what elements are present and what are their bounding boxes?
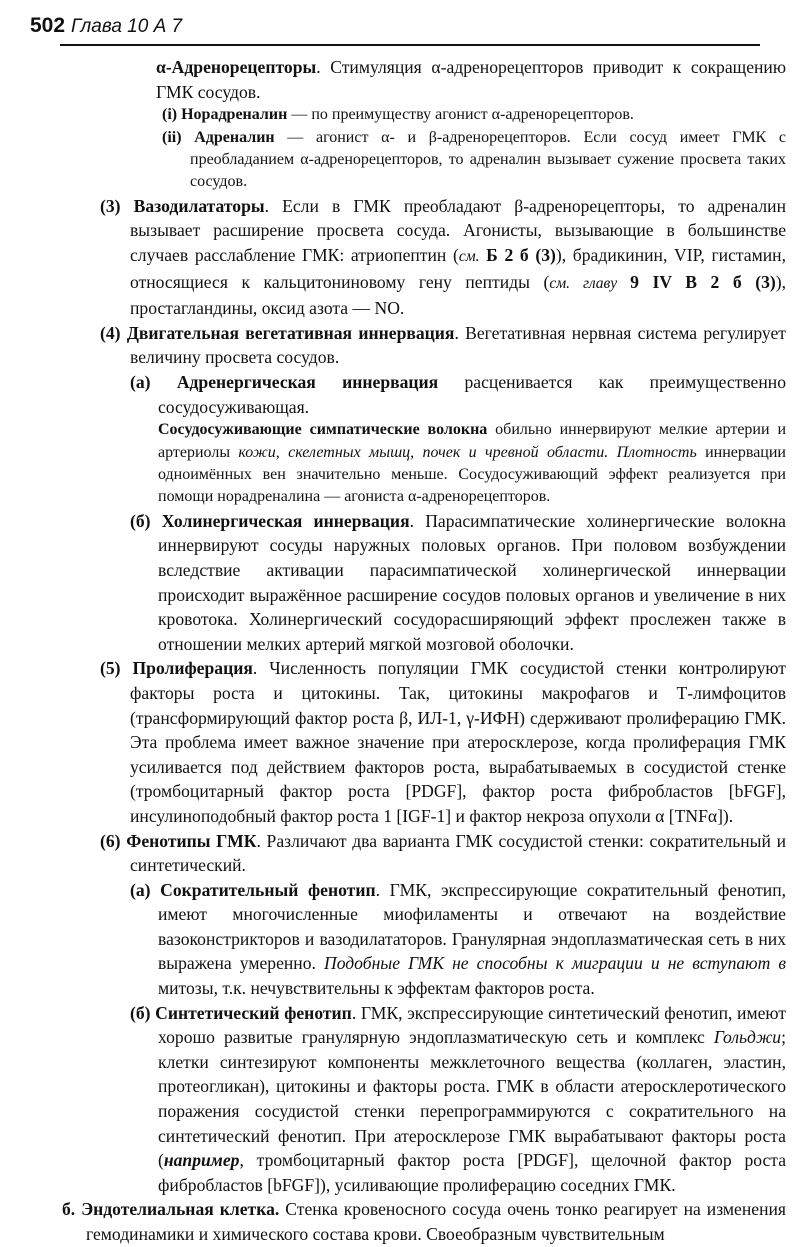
item-6-text: . Различают два варианта ГМК сосудистой стенки: сократительный и синтетический. (130, 830, 786, 876)
item-4a-sub-title: Сосудосуживающие симпатические волокна (158, 421, 488, 439)
item-3-ref1a: см. (458, 248, 480, 265)
item-6-title: Фенотипы ГМК (126, 830, 257, 851)
item-6a-label: (а) (130, 879, 161, 900)
page-number: 502 (30, 14, 66, 37)
item-6a-title: Сократительный фенотип (160, 879, 376, 900)
page-body (62, 55, 787, 1247)
item-4b-text: . Парасимпатические холинергические волокна иннервируют сосуды наружных половых органов. При половом возбуждении вследствие активации парасимпатической холинергической иннервации происходит выражённое расширение сосудов половых органов и увеличение в них кровотока. Холинергический сосудорасширяющий эффект прослежен также в отношении мелких артерий мягкой мозговой оболочки. (158, 510, 786, 654)
item-5-title: Пролиферация (132, 658, 253, 679)
item-6b-text2: ; клетки синтезируют компоненты межклеточного вещества (коллаген, эластин, протеогликан), цитокины и факторы роста. ГМК в области атеросклеротического поражения сосудистой стенки перепрограммируются с сократительного на синтетический фенотип. При атеросклерозе ГМК вырабатывают факторы роста ( (158, 1027, 786, 1171)
item-3-text1: . Если в ГМК преобладают β-адренорецепторы, то адреналин вызывает расширение просвета сосуда. Агонисты, вызывающие в большинстве случаев расслабление ГМК: атриопептин ( (130, 195, 786, 265)
item-3-text3: ), простагландины, оксид азота — NO. (130, 271, 786, 319)
item-3-ref2a: см. (549, 274, 570, 292)
item-4a-sub-text1: обильно иннервируют мелкие артерии и артериолы (158, 421, 787, 461)
item-i-title: Норадреналин (181, 106, 288, 124)
item-4-label: (4) (100, 322, 127, 343)
alpha-item-i (162, 104, 786, 126)
alpha-text: . Стимуляция α-адренорецепторов приводит к сокращению ГМК сосудов. (156, 57, 786, 102)
section-b (62, 1197, 786, 1246)
item-6-label: (6) (100, 830, 127, 851)
item-i-text: — по преимуществу агонист α-адренорецепторов. (287, 106, 634, 124)
item-4a (130, 370, 786, 419)
item-3-ref2c: 9 IV В 2 б (3) (630, 271, 776, 292)
item-6b-golgi: Гольджи (713, 1027, 782, 1048)
item-ii-title: Адреналин (194, 128, 275, 146)
item-ii-text: — агонист α- и β-адренорецепторов. Если сосуд имеет ГМК с преобладанием α-адренорецепторов, то адреналин вызывает сужение просвета таких сосудов. (190, 128, 786, 191)
alpha-item-ii (162, 127, 786, 194)
item-4b-title: Холинергическая иннервация (161, 510, 410, 531)
section-b-text: Стенка кровеносного сосуда очень тонко реагирует на изменения гемодинамики и химического состава крови. Своеобразным чувствительным (86, 1199, 787, 1244)
header-rule (60, 44, 760, 46)
section-b-title: Эндотелиальная клетка. (81, 1199, 280, 1220)
item-ii-label: (ii) (162, 128, 195, 146)
page-header (30, 14, 790, 42)
item-6b-title: Синтетический фенотип (155, 1002, 352, 1023)
item-6 (100, 829, 786, 878)
item-3-ref2b: главу (569, 274, 631, 292)
item-6b-text3: , тромбоцитарный фактор роста [PDGF], щелочной фактор роста фибробластов [bFGF]), усиливающие пролиферацию соседних ГМК. (158, 1150, 786, 1195)
item-4-title: Двигательная вегетативная иннервация (126, 322, 455, 343)
item-5-label: (5) (100, 658, 133, 679)
item-6b-label: (б) (130, 1002, 156, 1023)
section-b-label: б. (62, 1199, 82, 1220)
item-4b-label: (б) (130, 510, 162, 531)
item-i-label: (i) (162, 106, 182, 124)
item-3-label: (3) (100, 195, 134, 216)
item-3-title: Вазодилататоры (133, 195, 265, 216)
item-3 (100, 194, 786, 321)
item-6b-ital: например (163, 1150, 240, 1171)
item-6a-text2: митозы, т.к. нечувствительны к эффектам факторов роста. (158, 978, 595, 999)
item-4b (130, 509, 786, 657)
item-4a-label: (а) (130, 371, 177, 392)
running-title: Глава 10 А 7 (71, 16, 183, 37)
item-4a-text: расценивается как преимущественно сосудосуживающая. (158, 371, 786, 417)
item-3-ref1b: Б 2 б (3) (479, 245, 556, 265)
item-4 (100, 321, 786, 370)
item-4-text: . Вегетативная нервная система регулирует величину просвета сосудов. (130, 322, 786, 368)
item-4a-sub-ital: кожи, скелетных мышц, почек и чревной области. Плотность (238, 443, 697, 461)
item-6a-text1: . ГМК, экспрессирующие сократительный фенотип, имеют многочисленные миофиламенты и отвечают на воздействие вазоконстрикторов и вазодилататоров. Гранулярная эндоплазматическая сеть в них выражена умеренно. (158, 879, 787, 974)
item-4a-sub (158, 419, 786, 509)
item-3-text2: ), брадикинин, VIP, гистамин, относящиеся к кальцитониновому гену пептиды ( (130, 245, 786, 292)
item-5-text: . Численность популяции ГМК сосудистой стенки контролируют факторы роста и цитокины. Так, цитокины макрофагов и Т-лимфоцитов (трансформирующий фактор роста β, ИЛ-1, γ-ИФН) сдерживают пролиферацию ГМК. Эта проблема имеет важное значение при атеросклерозе, когда пролиферация ГМК усиливается под действием факторов роста, вырабатываемых в сосудистой стенке (тромбоцитарный фактор роста [PDGF], фактор роста фибробластов [bFGF], инсулиноподобный фактор роста 1 [IGF-1] и фактор некроза опухоли α [TNFα]). (130, 658, 786, 826)
item-6b-text1: . ГМК, экспрессирующие синтетический фенотип, имеют хорошо развитые гранулярную эндоплазматическую сеть и комплекс (158, 1002, 787, 1048)
item-6a (130, 878, 786, 1001)
item-4a-title: Адренергическая иннервация (176, 371, 439, 392)
item-6a-ital: Подобные ГМК не способны к миграции и не вступают в (323, 953, 786, 974)
alpha-title: α-Адренорецепторы (156, 57, 317, 77)
alpha-paragraph (156, 55, 786, 104)
item-4a-sub-text2: иннервации одноимённых вен значительно меньше. Сосудосуживающий эффект реализуется при помощи норадреналина — агониста α-адренорецепторов. (158, 443, 786, 506)
item-5 (100, 656, 786, 828)
item-6b (130, 1001, 786, 1198)
